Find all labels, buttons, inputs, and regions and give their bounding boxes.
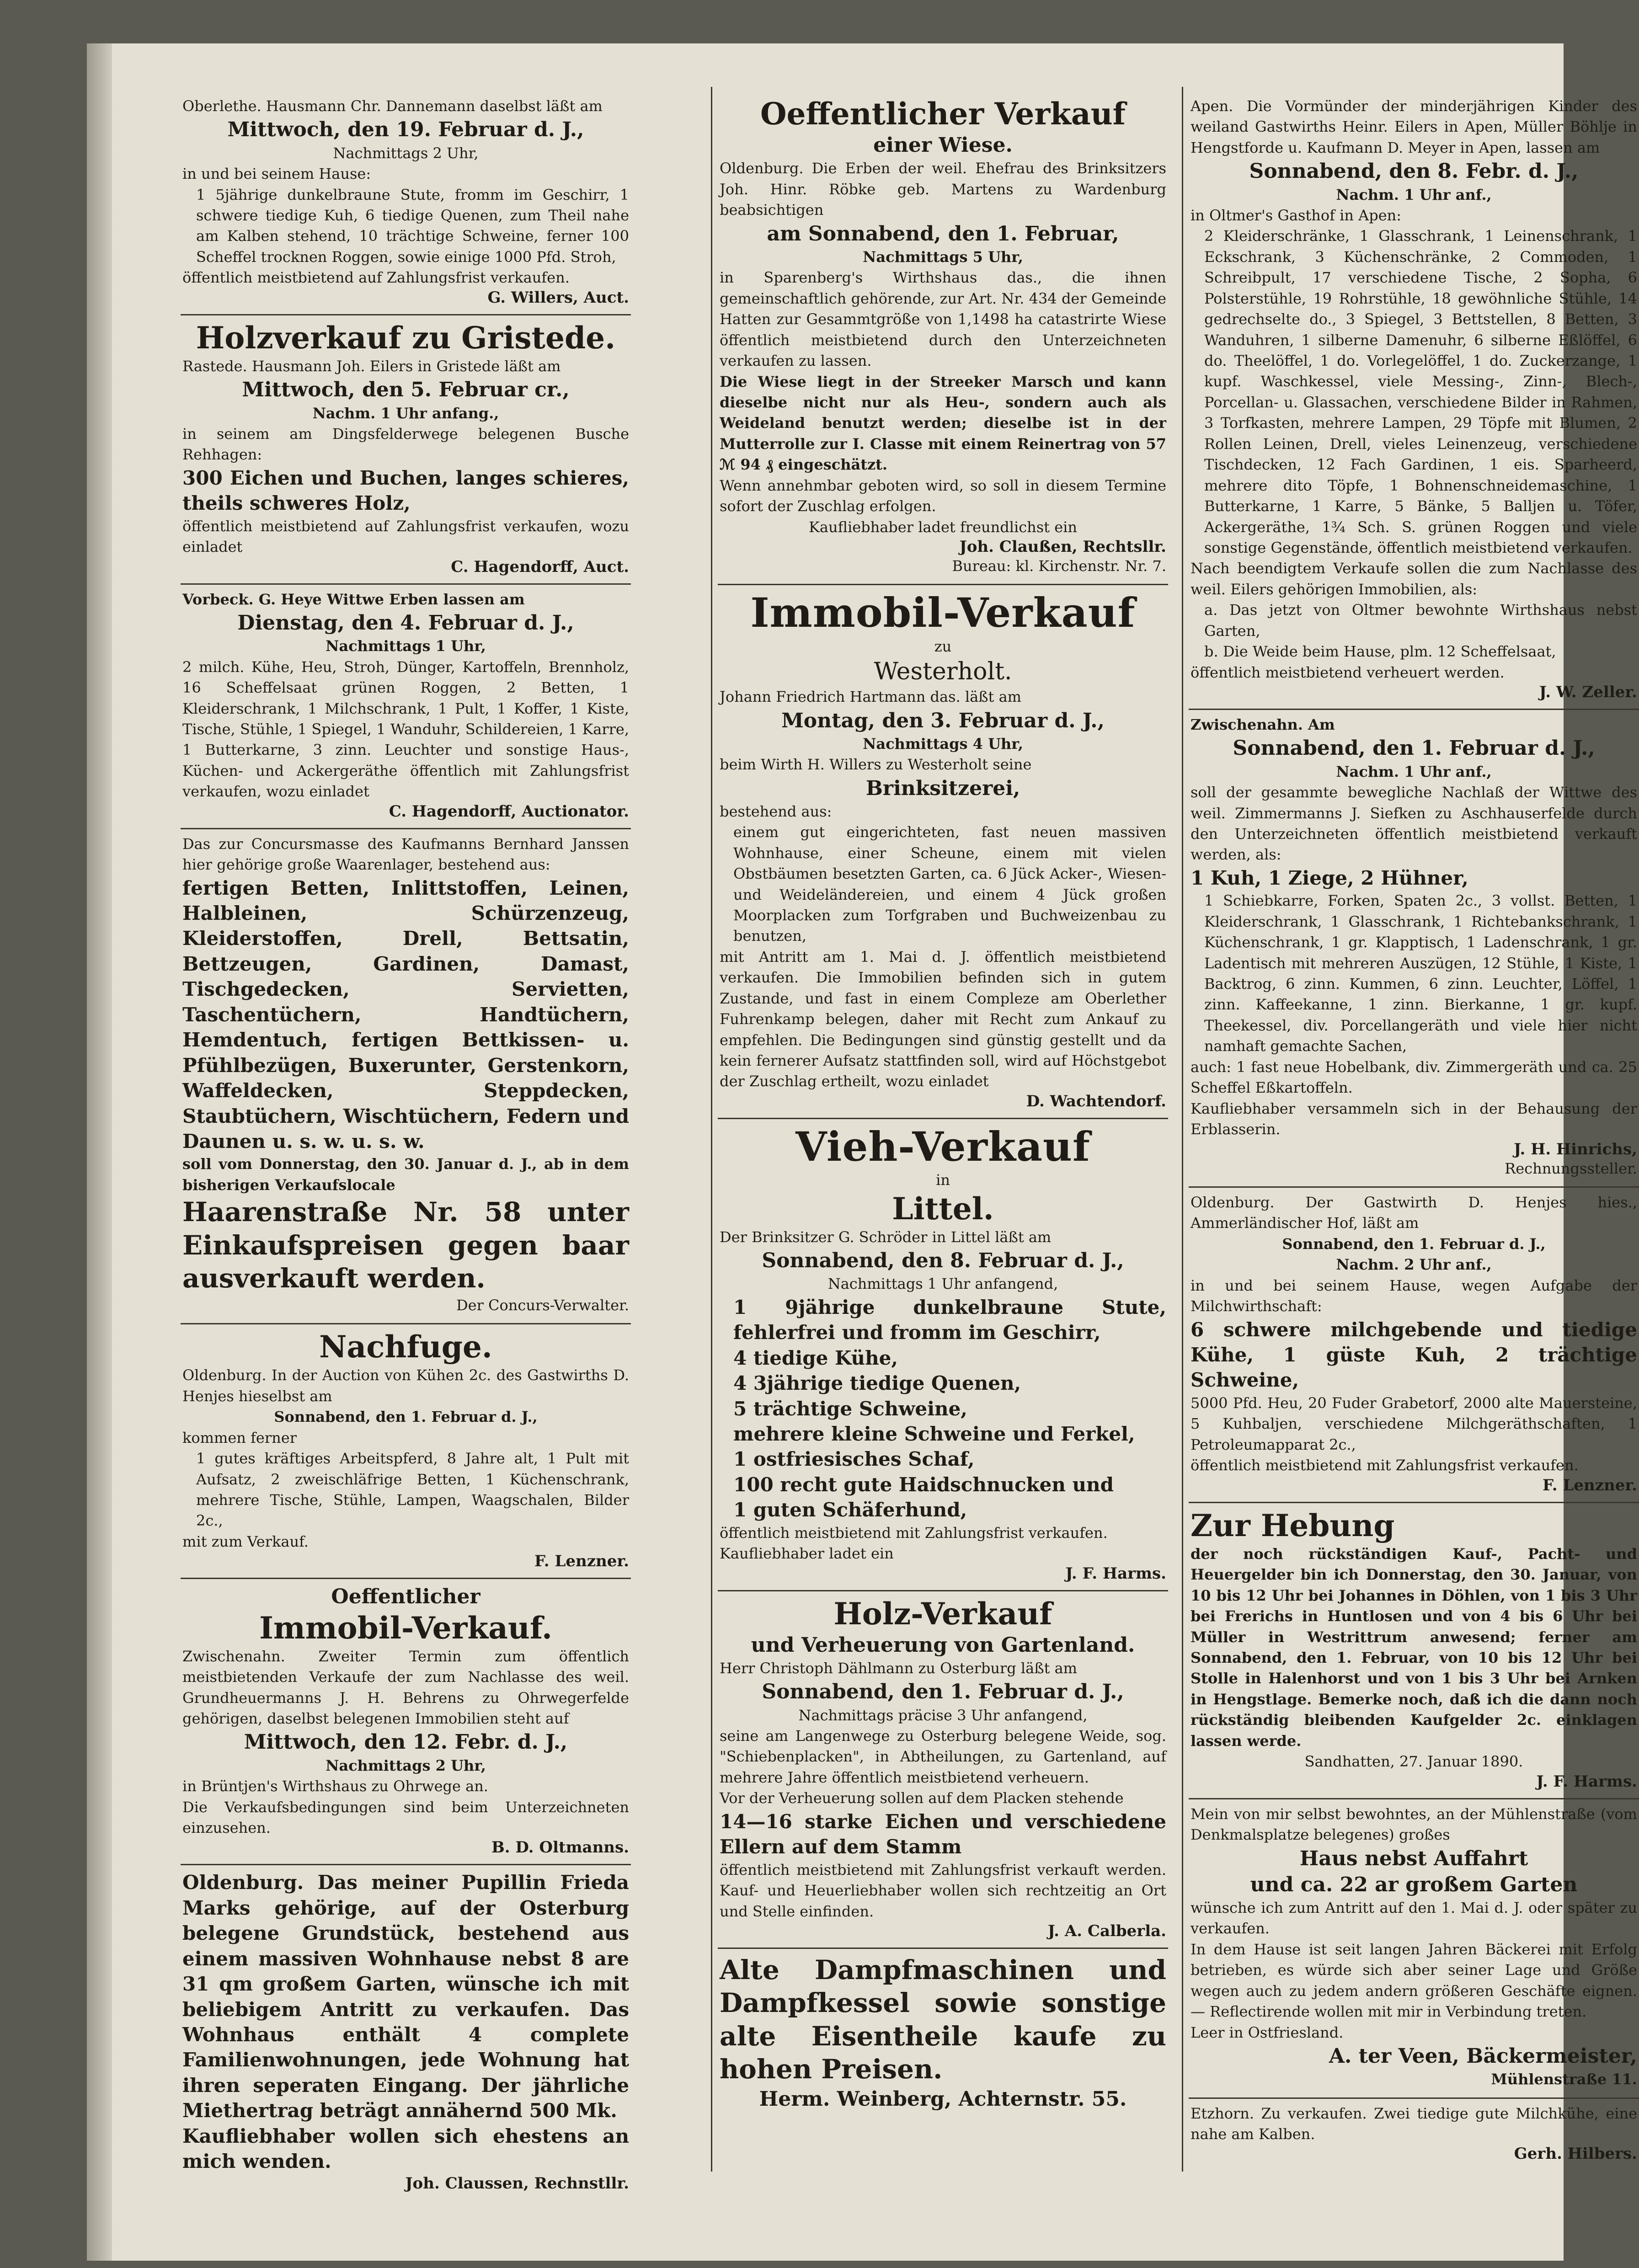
ad-time: Nachm. 1 Uhr anf.,: [1336, 186, 1492, 203]
ad-date: Mittwoch, den 12. Febr. d. J.,: [244, 1730, 568, 1754]
ad-location: beim Wirth H. Willers zu Westerholt seine: [720, 756, 1032, 774]
ad-intro: Johann Friedrich Hartmann das. läßt am: [720, 688, 1021, 706]
ad-date: Sonnabend, den 8. Februar d. J.,: [762, 1249, 1124, 1273]
ad-terms: Die Verkaufsbedingungen sind beim Unterzeichneten einzusehen.: [182, 1798, 629, 1836]
ad-text: In dem Hause ist seit langen Jahren Bäckerei mit Erfolg betrieben, es würde sich aber seiner Lage und Größe wegen auch zu jedem andern größeren Geschäfte eignen. — Reflectirende wollen mit mir in Verbindung treten.: [1191, 1940, 1637, 2021]
ad-title: Immobil-Verkauf: [750, 589, 1136, 637]
ad-signature: J. H. Hinrichs,: [1514, 1140, 1637, 1158]
list-item: 1 9jährige dunkelbraune Stute, fehlerfrei und fromm im Geschirr,: [733, 1296, 1166, 1344]
ad-time: Nachmittags 5 Uhr,: [863, 248, 1023, 266]
ad-text: seine am Langenwege zu Osterburg belegene Weide, sog. "Schiebenplacken", in Abtheilungen, zu Gartenland, auf mehrere Jahre öffentlich meistbietend verheuern.: [720, 1727, 1166, 1786]
ad-place: Littel.: [892, 1190, 994, 1227]
ad-place: in und bei seinem Hause:: [182, 165, 371, 183]
ad-signature-role: Rechnungssteller.: [1505, 1159, 1637, 1177]
ad-items: fertigen Betten, Inlittstoffen, Leinen, Halbleinen, Schürzenzeug, Kleiderstoffen, Drell, Bettsatin, Bettzeugen, Gardinen, Damast, Tischgedecken, Servietten, Taschentüchern, Handtüchern, Hemdentuch, fertigen Bettkissen- u. Pfühlbezügen, Buxerunter, Gerstenkorn, Waffeldecken, Steppdecken, Staubtüchern, Wischtüchern, Federn und Daunen u. s. w. u. s. w.: [182, 876, 629, 1153]
ad-address: Mühlenstraße 11.: [1491, 2071, 1637, 2088]
ad-bold: Haus nebst Auffahrt: [1299, 1846, 1528, 1870]
ad-terms: Wenn annehmbar geboten wird, so soll in diesem Termine sofort der Zuschlag erfolgen.: [720, 476, 1166, 515]
list-item: mehrere kleine Schweine und Ferkel,: [733, 1422, 1135, 1445]
ad-zur-hebung: [1189, 1503, 1639, 1799]
ad-terms: öffentlich meistbietend auf Zahlungsfrist verkaufen.: [182, 269, 570, 287]
column-rule: [711, 87, 712, 2172]
ad-date: am Sonnabend, den 1. Februar,: [767, 222, 1119, 245]
ad-item: a. Das jetzt von Oltmer bewohnte Wirthshaus nebst Garten,: [1204, 601, 1637, 640]
ad-connector: zu: [934, 637, 952, 655]
ad-apen: [1189, 91, 1639, 710]
ad-headline: Haarenstraße Nr. 58 unter Einkaufspreisen gegen baar ausverkauft werden.: [182, 1196, 629, 1294]
ad-date: Sonnabend, den 1. Februar d. J.,: [274, 1408, 538, 1426]
ad-terms: öffentlich meistbietend verheuert werden.: [1191, 663, 1505, 681]
ad-intro: Oldenburg. Die Erben der weil. Ehefrau des Brinksitzers Joh. Hinr. Röbke geb. Martens zu Wardenburg beabsichtigen: [720, 160, 1166, 219]
ad-time: Nachmittags 2 Uhr,: [326, 1756, 486, 1774]
middle-column: [718, 91, 1168, 2119]
list-item: 4 3jährige tiedige Quenen,: [733, 1372, 1021, 1395]
ad-signature: J. F. Harms.: [1065, 1564, 1166, 1583]
ad-vorbeck: [181, 585, 631, 829]
ad-signature: Joh. Claussen, Rechnstllr.: [405, 2174, 629, 2193]
ad-subtitle: einer Wiese.: [873, 133, 1013, 157]
ad-signature: Der Concurs-Verwalter.: [456, 1296, 629, 1314]
ad-intro: Zwischenahn. Zweiter Termin zum öffentlich meistbietenden Verkaufe der zum Nachlasse des weil. Grundheuermanns J. H. Behrens zu Ohrwegerfelde gehörigen, daselbst belegenen Immobilien steht auf: [182, 1647, 629, 1727]
ad-terms: soll vom Donnerstag, den 30. Januar d. J., ab in dem bisherigen Verkaufslocale: [182, 1155, 629, 1194]
ad-text: Vor der Verheuerung sollen auf dem Placken stehende: [720, 1789, 1124, 1807]
ad-place: Westerholt.: [874, 658, 1012, 686]
ad-text: Nach beendigtem Verkaufe sollen die zum Nachlasse des weil. Eilers gehörigen Immobilien, als:: [1191, 560, 1637, 598]
ad-terms: mit Antritt am 1. Mai d. J. öffentlich meistbietend verkaufen. Die Immobilien befinden sich in gutem Zustande, und fast in einem Compleze am Oberlether Fuhrenkamp belegen, daher mit Recht zum Ankauf zu empfehlen. Die Bedingungen sind günstig gestellt und da kein fernerer Aufsatz stattfinden soll, wird auf Höchstgebot der Zuschlag ertheilt, wozu einladet: [720, 948, 1166, 1090]
ad-henjes-milchwirthschaft: [1189, 1188, 1639, 1503]
ad-signature: C. Hagendorff, Auct.: [451, 557, 629, 576]
ad-signature: F. Lenzner.: [534, 1552, 629, 1571]
ad-text: Alte Dampfmaschinen und Dampfkessel sowie sonstige alte Eisentheile kaufe zu hohen Preisen.: [720, 1954, 1166, 2085]
ad-vieh-littel: [718, 1119, 1168, 1591]
ad-title: Oeffentlicher Verkauf: [760, 96, 1126, 132]
ad-time: Nachm. 2 Uhr anf.,: [1336, 1256, 1492, 1274]
ad-intro: Vorbeck. G. Heye Wittwe Erben lassen am: [182, 590, 525, 608]
ad-date: Mittwoch, den 19. Februar d. J.,: [227, 118, 584, 142]
ad-place: Leer in Ostfriesland.: [1191, 2023, 1344, 2041]
ad-intro: Rastede. Hausmann Joh. Eilers in Gristede läßt am: [182, 357, 561, 375]
list-item: 100 recht gute Haidschnucken und: [733, 1473, 1114, 1496]
ad-title: Immobil-Verkauf.: [259, 1610, 552, 1646]
ad-haus-leer: [1189, 1799, 1639, 2099]
ad-terms: Kaufliebhaber wollen sich ehestens an mich wenden.: [182, 2124, 629, 2173]
ad-connector: in: [936, 1171, 950, 1189]
ad-terms: Kaufliebhaber versammeln sich in der Behausung der Erblasserin.: [1191, 1099, 1637, 1138]
ad-text: soll der gesammte bewegliche Nachlaß der Wittwe des weil. Zimmermanns J. Siefken zu Aschhauserfelde durch den Unterzeichneten öffentlich meistbietend verkauft werden, als:: [1191, 784, 1637, 864]
ad-oberlethe: [181, 91, 631, 315]
ad-subtitle: und Verheuerung von Gartenland.: [751, 1633, 1135, 1657]
ad-nachfuge: [181, 1324, 631, 1579]
ad-time: Nachmittags 2 Uhr,: [333, 144, 479, 162]
ad-lead: bestehend aus:: [720, 802, 832, 820]
ad-title: Holz-Verkauf: [833, 1596, 1052, 1632]
ad-date: Mittwoch, den 5. Februar cr.,: [242, 378, 570, 402]
ad-items: 1 5jährige dunkelbraune Stute, fromm im Geschirr, 1 schwere tiedige Kuh, 6 tiedige Quenen, zum Theil nahe am Kalben stehend, 10 trächtige Schweine, ferner 100 Scheffel trocknen Roggen, sowie einige 1000 Pfd. Stroh,: [196, 186, 629, 266]
ad-time: Nachmittags 1 Uhr,: [326, 637, 486, 655]
ad-date: Sonnabend, den 8. Febr. d. J.,: [1249, 160, 1579, 183]
ad-signature: Gerh. Hilbers.: [1514, 2145, 1637, 2163]
list-item: 1 ostfriesisches Schaf,: [733, 1448, 975, 1471]
ad-bold: und ca. 22 ar großem Garten: [1250, 1873, 1578, 1896]
ad-intro: Oldenburg. Der Gastwirth D. Henjes hies., Ammerländischer Hof, läßt am: [1191, 1193, 1637, 1232]
ad-concursmasse: [181, 829, 631, 1325]
page-binding: [87, 43, 112, 2261]
list-item: 4 tiedige Kühe,: [733, 1346, 898, 1369]
ad-signature: B. D. Oltmanns.: [491, 1838, 629, 1857]
ad-zwischenahn-nachlass: [1189, 710, 1639, 1188]
ad-grundstueck-osterburg: [181, 1865, 631, 2199]
ad-holz-osterburg: [718, 1591, 1168, 1949]
ad-date: Sonnabend, den 1. Februar d. J.,: [1233, 736, 1595, 760]
ad-intro: Herr Christoph Dählmann zu Osterburg läßt am: [720, 1659, 1078, 1677]
ad-time: Nachm. 1 Uhr anf.,: [1336, 763, 1492, 780]
ad-text: der noch rückständigen Kauf-, Pacht- und Heuergelder bin ich Donnerstag, den 30. Januar, von 10 bis 12 Uhr bei Johannes in Döhlen, von 1 bis 3 Uhr bei Frerichs in Huntlosen und von 4 bis 6 Uhr bei Müller in Westrittrum anwesend; ferner am Sonnabend, den 1. Februar, von 10 bis 12 Uhr bei Stolle in Halenhorst und von 1 bis 3 Uhr bei Arnken in Hengstlage. Bemerke noch, daß ich die dann noch rückständig bleibenden Kaufgelder 2c. einklagen lassen werde.: [1191, 1545, 1637, 1750]
ad-signature: C. Hagendorff, Auctionator.: [389, 802, 629, 821]
ad-time: Nachm. 1 Uhr anfang.,: [312, 404, 499, 422]
ad-title: Zur Hebung: [1191, 1507, 1395, 1543]
ad-also: auch: 1 fast neue Hobelbank, div. Zimmergeräth und ca. 25 Scheffel Eßkartoffeln.: [1191, 1058, 1637, 1097]
right-column: [1189, 91, 1639, 2170]
ad-title: Holzverkauf zu Gristede.: [196, 320, 616, 356]
left-column: [181, 91, 631, 2200]
newspaper-page: [87, 43, 1637, 2261]
ad-item-list: [720, 1295, 1166, 1523]
ad-terms: wünsche ich zum Antritt auf den 1. Mai d. J. oder später zu verkaufen.: [1191, 1899, 1637, 1937]
ad-signature: A. ter Veen, Bäckermeister,: [1329, 2044, 1637, 2068]
ad-signature: Joh. Claußen, Rechtsllr.: [959, 538, 1166, 556]
ad-intro: Oldenburg. In der Auction von Kühen 2c. des Gastwirths D. Henjes hieselbst am: [182, 1366, 629, 1405]
ad-date: Dienstag, den 4. Februar d. J.,: [237, 611, 574, 635]
ad-date: Sonnabend, den 1. Februar d. J.,: [1282, 1235, 1546, 1253]
ad-intro: Der Brinksitzer G. Schröder in Littel läßt am: [720, 1228, 1052, 1246]
ad-terms: öffentlich meistbietend mit Zahlungsfrist verkauft werden. Kauf- und Heuerliebhaber wollen sich rechtzeitig an Ort und Stelle einfinden.: [720, 1861, 1166, 1920]
ad-place: in Brüntjen's Wirthshaus zu Ohrwege an.: [182, 1777, 488, 1795]
ad-title: Vieh-Verkauf: [795, 1122, 1090, 1170]
ad-intro: Oberlethe. Hausmann Chr. Dannemann daselbst läßt am: [182, 97, 603, 115]
list-item: 1 guten Schäferhund,: [733, 1499, 967, 1521]
ad-signature: Herm. Weinberg, Achternstr. 55.: [759, 2087, 1127, 2111]
ad-place: in Oltmer's Gasthof in Apen:: [1191, 206, 1402, 224]
ad-wiese: [718, 91, 1168, 585]
ad-intro: Zwischenahn. Am: [1191, 716, 1335, 733]
ad-signature: J. A. Calberla.: [1047, 1921, 1166, 1940]
ad-items: einem gut eingerichteten, fast neuen massiven Wohnhause, einer Scheune, einem mit vielen Obstbäumen besetzten Garten, ca. 6 Jück Acker-, Wiesen- und Weideländereien, und einem 4 Jück großen Moorplacken zum Torfgraben und Buchweizenbau zu benutzen,: [733, 823, 1166, 945]
ad-items: 2 milch. Kühe, Heu, Stroh, Dünger, Kartoffeln, Brennholz, 16 Scheffelsaat grünen Roggen, 2 Betten, 1 Kleiderschrank, 1 Milchschrank, 1 Pult, 1 Koffer, 1 Kiste, Tische, Stühle, 1 Spiegel, 1 Wanduhr, Schildereien, 1 Karre, 1 Butterkarne, 3 zinn. Leuchter und sonstige Haus-, Küchen- und Ackergeräthe öffentlich mit Zahlungsfrist verkaufen, wozu einladet: [182, 658, 629, 800]
ad-items: 300 Eichen und Buchen, langes schieres, theils schweres Holz,: [182, 466, 629, 515]
ad-note: kommen ferner: [182, 1429, 297, 1446]
ad-signature: D. Wachtendorf.: [1026, 1092, 1166, 1110]
ad-date: Sandhatten, 27. Januar 1890.: [1304, 1753, 1523, 1771]
ad-items: 1 gutes kräftiges Arbeitspferd, 8 Jahre alt, 1 Pult mit Aufsatz, 2 zweischläfrige Betten, 1 Küchenschrank, mehrere Tische, Stühle, Lampen, Waagschalen, Bilder 2c.,: [196, 1450, 629, 1530]
ad-immobil-zwischenahn: [181, 1579, 631, 1865]
ad-item: b. Die Weide beim Hause, plm. 12 Scheffelsaat,: [1204, 643, 1556, 661]
list-item: 5 trächtige Schweine,: [733, 1397, 967, 1420]
ad-intro: Das zur Concursmasse des Kaufmanns Bernhard Janssen hier gehörige große Waarenlager, bestehend aus:: [182, 835, 629, 874]
ad-title: Nachfuge.: [319, 1329, 492, 1365]
ad-object: Brinksitzerei,: [865, 776, 1020, 800]
ad-text: in und bei seinem Hause, wegen Aufgabe der Milchwirthschaft:: [1191, 1276, 1637, 1315]
ad-date: Sonnabend, den 1. Februar d. J.,: [762, 1680, 1124, 1704]
ad-etzhorn: [1189, 2099, 1639, 2171]
ad-immobil-westerholt: [718, 585, 1168, 1119]
ad-items: 2 Kleiderschränke, 1 Glasschrank, 1 Leinenschrank, 1 Eckschrank, 3 Küchenschränke, 2 Commoden, 1 Schreibpult, 17 verschiedene Tische, 2 Sopha, 6 Polsterstühle, 19 Rohrstühle, 18 gewöhnliche Stühle, 14 gedrechselte do., 3 Spiegel, 3 Bettstellen, 8 Betten, 3 Wanduhren, 1 silberne Damenuhr, 6 silberne Eßlöffel, 6 do. Theelöffel, 1 do. Vorlegelöffel, 1 do. Zuckerzange, 1 kupf. Waschkessel, viele Messing-, Zinn-, Blech-, Porcellan- u. Glassachen, verschiedene Bilder in Rahmen, 3 Torfkasten, mehrere Lampen, 29 Töpfe mit Blumen, 2 Rollen Leinen, Drell, vieles Leinenzeug, verschiedene Tischdecken, 12 Fach Gardinen, 1 eis. Sparheerd, mehrere dito Töpfe, 1 Bohnenschneidemaschine, 1 Butterkarne, 1 Karre, 5 Bänke, 5 Balljen u. Töfer, Ackergeräthe, 1¾ Sch. S. grünen Roggen und viele sonstige Gegenstände, öffentlich meistbietend verkaufen.: [1204, 227, 1637, 556]
column-rule: [1182, 87, 1183, 2172]
ad-terms: öffentlich meistbietend auf Zahlungsfrist verkaufen, wozu einladet: [182, 517, 629, 556]
ad-signature: G. Willers, Auct.: [487, 288, 629, 307]
ad-invite: Kaufliebhaber ladet ein: [720, 1545, 894, 1563]
ad-intro: Mein von mir selbst bewohntes, an der Mühlenstraße (vom Denkmalsplatze belegenes) großes: [1191, 1805, 1637, 1844]
ad-signature: J. F. Harms.: [1536, 1772, 1637, 1791]
ad-terms: öffentlich meistbietend mit Zahlungsfrist verkaufen.: [720, 1524, 1108, 1542]
ad-items: 1 Schiebkarre, Forken, Spaten 2c., 3 vollst. Betten, 1 Kleiderschrank, 1 Glasschrank, 1 Richtebankschrank, 1 Küchenschrank, 1 gr. Klapptisch, 1 Ladenschrank, 1 gr. Ladentisch mit mehreren Auszügen, 12 Stühle, 1 Kiste, 1 Backtrog, 6 zinn. Kummen, 6 zinn. Leuchter, Löffel, 1 zinn. Kaffeekanne, 1 zinn. Bierkanne, 1 gr. kupf. Theekessel, div. Porcellangeräth und viele hier nicht namhaft gemachte Sachen,: [1204, 892, 1637, 1055]
ad-time: Nachmittags präcise 3 Uhr anfangend,: [798, 1706, 1088, 1724]
ad-terms: mit zum Verkauf.: [182, 1532, 309, 1550]
ad-holzverkauf-gristede: [181, 315, 631, 585]
ad-time: Nachmittags 4 Uhr,: [863, 735, 1023, 752]
ad-office: Bureau: kl. Kirchenstr. Nr. 7.: [952, 557, 1166, 575]
ad-bold: 1 Kuh, 1 Ziege, 2 Hühner,: [1191, 866, 1468, 889]
ad-signature: F. Lenzner.: [1543, 1476, 1637, 1494]
ad-time: Nachmittags 1 Uhr anfangend,: [828, 1275, 1058, 1293]
ad-intro: Apen. Die Vormünder der minderjährigen Kinder des weiland Gastwirths Heinr. Eilers in Apen, Müller Böhlje in Hengstforde u. Kaufmann D. Meyer in Apen, lassen am: [1191, 97, 1637, 156]
ad-bold: 14—16 starke Eichen und verschiedene Ellern auf dem Stamm: [720, 1810, 1166, 1858]
ad-date: Montag, den 3. Februar d. J.,: [781, 709, 1105, 732]
ad-dampfmaschinen: [718, 1949, 1168, 2119]
ad-text: Oldenburg. Das meiner Pupillin Frieda Marks gehörige, auf der Osterburg belegene Grundstück, bestehend aus einem massiven Wohnhause nebst 8 are 31 qm großem Garten, wünsche ich mit beliebigem Antritt zu verkaufen. Das Wohnhaus enthält 4 complete Familienwohnungen, jede Wohnung hat ihren seperaten Eingang. Der jährliche Miethertrag beträgt annähernd 500 Mk.: [182, 1871, 629, 2122]
ad-text: in Sparenberg's Wirthshaus das., die ihnen gemeinschaftlich gehörende, zur Art. Nr. 434 der Gemeinde Hatten zur Gesammtgröße von 1,1498 ha catastrirte Wiese öffentlich meistbietend durch den Unterzeichneten verkaufen zu lassen.: [720, 269, 1166, 370]
ad-items: 5000 Pfd. Heu, 20 Fuder Grabetorf, 2000 alte Mauersteine, 5 Kuhbaljen, verschiedene Milchgeräthschaften, 1 Petroleumapparat 2c.,: [1191, 1394, 1637, 1453]
ad-title: Oeffentlicher: [331, 1585, 480, 1609]
ad-text: Etzhorn. Zu verkaufen. Zwei tiedige gute Milchkühe, eine nahe am Kalben.: [1191, 2104, 1637, 2143]
ad-bold: Die Wiese liegt in der Streeker Marsch und kann dieselbe nicht nur als Heu-, sondern auch als Weideland benutzt werden; dieselbe ist in der Mutterrolle zur I. Classe mit einem Reinertrag von 57 ℳ 94 ₰ eingeschätzt.: [720, 373, 1166, 474]
ad-terms: öffentlich meistbietend mit Zahlungsfrist verkaufen.: [1191, 1457, 1579, 1474]
ad-signature: J. W. Zeller.: [1539, 683, 1637, 701]
ad-place: in seinem am Dingsfelderwege belegenen Busche Rehhagen:: [182, 425, 629, 464]
ad-bold: 6 schwere milchgebende und tiedige Kühe, 1 güste Kuh, 2 trächtige Schweine,: [1191, 1318, 1637, 1392]
ad-invite: Kaufliebhaber ladet freundlichst ein: [809, 518, 1077, 536]
